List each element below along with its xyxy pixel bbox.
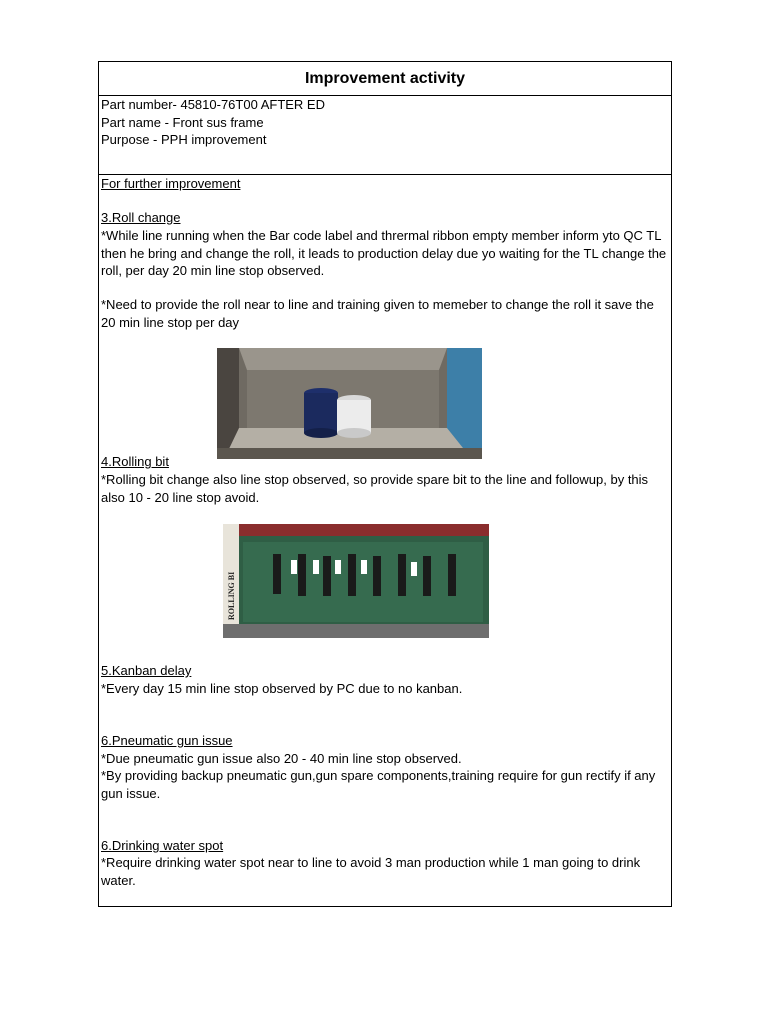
part-number: Part number- 45810-76T00 AFTER ED — [101, 97, 325, 112]
purpose: Purpose - PPH improvement — [101, 132, 267, 147]
kanban-heading: 5.Kanban delay — [101, 663, 192, 678]
gun-heading: 6.Pneumatic gun issue — [101, 733, 233, 748]
further-heading: For further improvement — [101, 176, 241, 191]
bit-heading: 4.Rolling bit — [101, 454, 169, 469]
roll-text-2: *Need to provide the roll near to line and training given to memeber to change the roll it save the 20 min line stop per day — [101, 297, 654, 330]
kanban-text-1: *Every day 15 min line stop observed by PC due to no kanban. — [101, 681, 463, 696]
improvement-body — [99, 175, 671, 908]
part-name: Part name - Front sus frame — [101, 114, 264, 130]
gun-text-1: *Due pneumatic gun issue also 20 - 40 min line stop observed. — [101, 751, 462, 766]
bit-photo-image — [223, 524, 489, 638]
bit-text-1: *Rolling bit change also line stop observed, so provide spare bit to the line and followup, by this also 10 - 20 line stop avoid. — [101, 472, 649, 505]
roll-change-photo — [217, 348, 482, 459]
bit-tray-label: ROLLING BI — [227, 571, 236, 620]
rolling-bit-photo — [223, 524, 489, 638]
roll-heading: 3.Roll change — [101, 210, 181, 225]
improvement-sheet — [98, 61, 672, 907]
page-title: Improvement activity — [99, 62, 671, 96]
roll-text-1: *While line running when the Bar code label and thrermal ribbon empty member inform yto QC TL then he bring and change the roll, it leads to production delay due yo waiting for the TL change the roll, per day 20 min line stop observed. — [101, 228, 667, 278]
part-info — [99, 96, 671, 175]
water-heading: 6.Drinking water spot — [101, 838, 224, 853]
water-text-1: *Require drinking water spot near to line to avoid 3 man production while 1 man going to drink water. — [101, 855, 641, 888]
roll-photo-image — [217, 348, 482, 459]
gun-text-2: *By providing backup pneumatic gun,gun spare components,training require for gun rectify if any gun issue. — [101, 768, 656, 801]
